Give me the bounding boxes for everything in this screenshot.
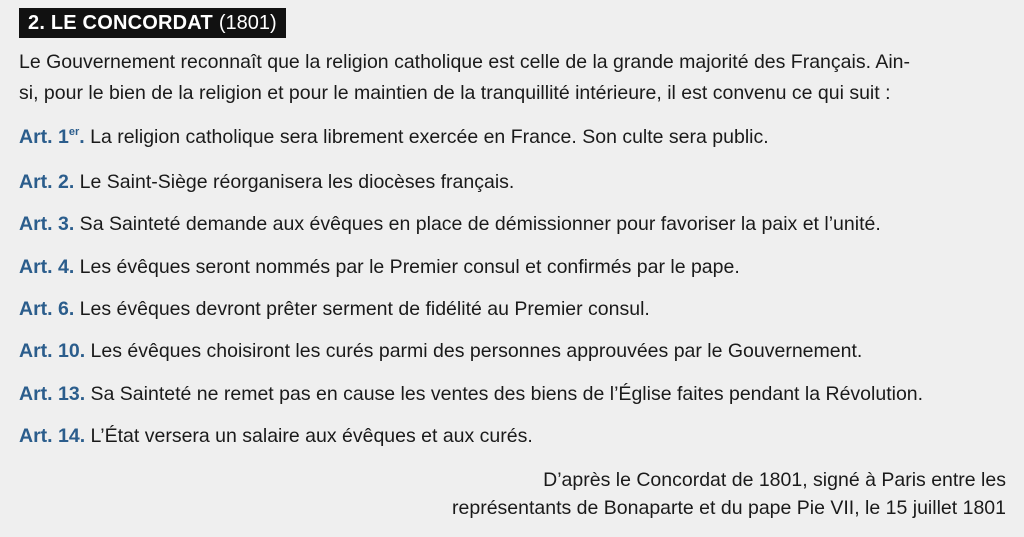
section-year: (1801) xyxy=(218,11,277,34)
article-label: Art. 10. xyxy=(19,340,86,362)
article-label: Art. 1er. xyxy=(19,126,85,148)
article-text: Sa Sainteté ne remet pas en cause les ventes des biens de l’Église faites pendant la Révolution. xyxy=(85,383,924,405)
article-4 xyxy=(19,253,740,281)
article-text: Les évêques choisiront les curés parmi des personnes approuvées par le Gouvernement. xyxy=(85,340,863,362)
intro-line: si, pour le bien de la religion et pour le maintien de la tranquillité intérieure, il est convenu ce qui suit : xyxy=(19,82,891,104)
article-text: Les évêques devront prêter serment de fidélité au Premier consul. xyxy=(74,298,650,320)
article-1 xyxy=(19,123,769,151)
intro-line: Le Gouvernement reconnaît que la religion catholique est celle de la grande majorité des Français. Ain- xyxy=(19,51,911,73)
article-label: Art. 2. xyxy=(19,171,75,193)
article-text: Le Saint-Siège réorganisera les diocèses français. xyxy=(74,171,515,193)
article-3 xyxy=(19,210,881,238)
section-title-badge xyxy=(19,8,286,38)
article-text: Sa Sainteté demande aux évêques en place de démissionner pour favoriser la paix et l’unité. xyxy=(74,213,881,235)
article-2 xyxy=(19,168,514,196)
article-label: Art. 4. xyxy=(19,256,75,278)
article-text: La religion catholique sera librement exercée en France. Son culte sera public. xyxy=(84,126,769,148)
article-label: Art. 14. xyxy=(19,425,86,447)
article-14 xyxy=(19,422,533,450)
source-citation xyxy=(452,466,1006,522)
intro-paragraph xyxy=(19,47,1007,109)
article-13 xyxy=(19,380,923,408)
article-label-superscript: er xyxy=(68,126,80,138)
article-text: L’État versera un salaire aux évêques et aux curés. xyxy=(85,425,533,447)
article-10 xyxy=(19,337,862,365)
source-line: représentants de Bonaparte et du pape Pie VII, le 15 juillet 1801 xyxy=(452,497,1006,519)
article-6 xyxy=(19,295,650,323)
article-label: Art. 13. xyxy=(19,383,86,405)
article-text: Les évêques seront nommés par le Premier consul et confirmés par le pape. xyxy=(74,256,740,278)
section-title: 2. LE CONCORDAT xyxy=(28,11,213,34)
article-label: Art. 3. xyxy=(19,213,75,235)
source-line: D’après le Concordat de 1801, signé à Paris entre les xyxy=(543,469,1006,491)
article-label: Art. 6. xyxy=(19,298,75,320)
